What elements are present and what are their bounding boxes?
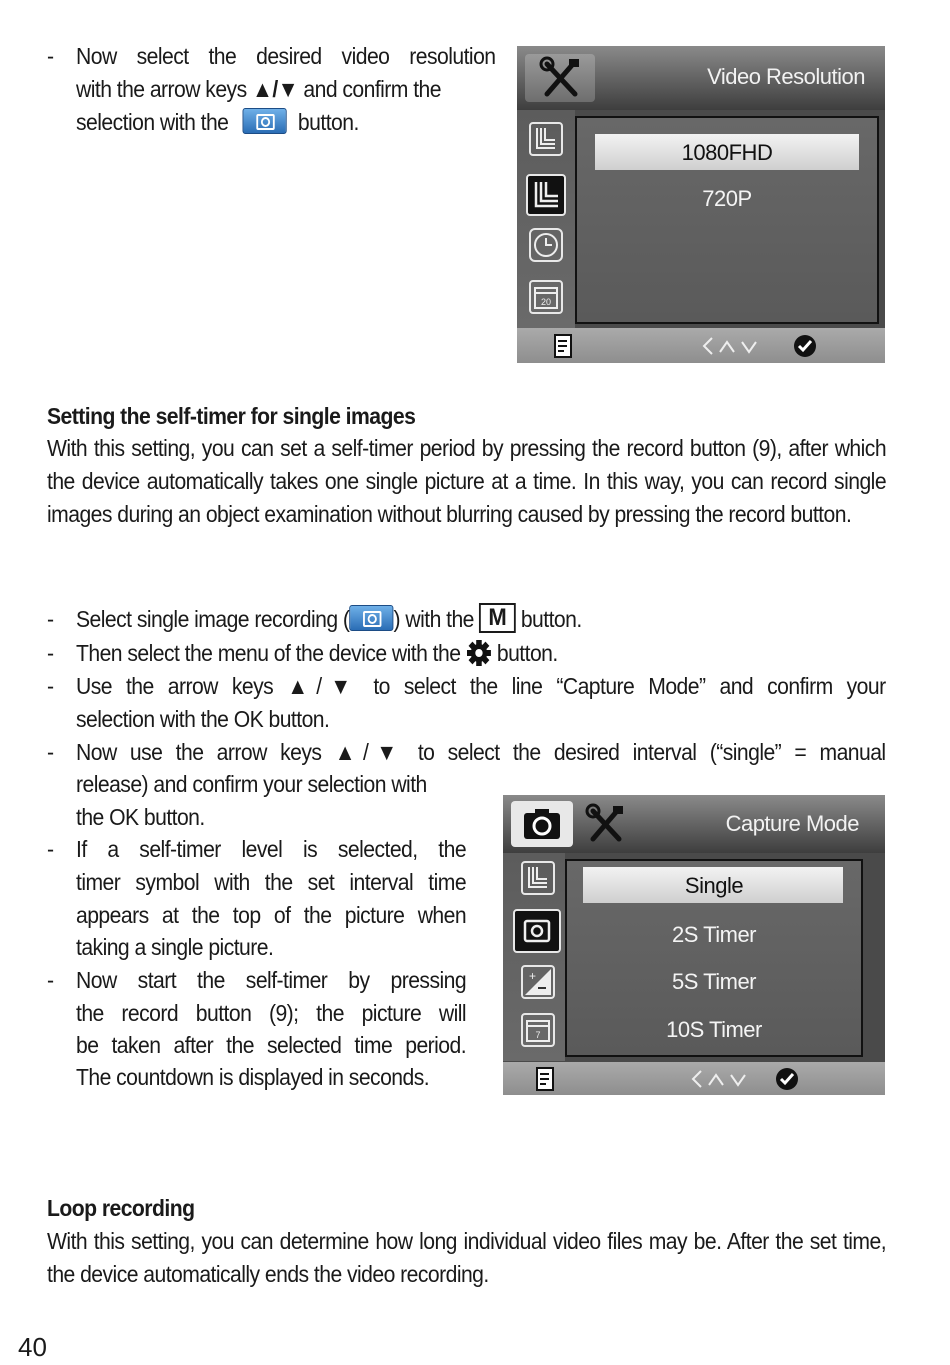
- bullet-dash: -: [47, 739, 54, 765]
- screen-title: Video Resolution: [707, 64, 865, 89]
- video-settings-icon: [521, 861, 555, 895]
- page-number: 40: [18, 1332, 47, 1362]
- camera-settings-selected-icon: [513, 909, 561, 953]
- bullet-dash: -: [47, 640, 54, 666]
- step-2b: button.: [496, 640, 558, 666]
- gear-icon: [466, 639, 492, 667]
- intro-line-2: [76, 73, 441, 106]
- intro-line-3b: button.: [297, 109, 359, 135]
- exposure-icon: [521, 965, 555, 999]
- intro-line-2a: with the arrow keys: [76, 76, 252, 102]
- capture-mode-screen: [503, 795, 885, 1095]
- step-3b: selection with the OK button.: [76, 706, 330, 732]
- step-6c: be taken after the selected time period.: [76, 1032, 467, 1058]
- step-3a: Use the arrow keys ▲/▼ to select the line “Capture Mode” and confirm your: [76, 673, 886, 699]
- camera-icon: [511, 801, 573, 847]
- step-6a: Now start the self-timer by pressing: [76, 967, 467, 993]
- list-item-720p[interactable]: 720P: [702, 186, 752, 211]
- calendar-day: 7: [535, 1030, 541, 1040]
- step-1b: ) with the: [393, 606, 474, 632]
- step-2a: Then select the menu of the device with the: [76, 640, 461, 666]
- single-image-icon: [349, 605, 393, 631]
- calendar-icon: [521, 1013, 555, 1047]
- step-5d: taking a single picture.: [76, 934, 274, 960]
- step-1a: Select single image recording (: [76, 606, 350, 632]
- list-item-5s-timer[interactable]: 5S Timer: [671, 969, 757, 994]
- bullet-dash: -: [47, 606, 54, 632]
- step-5a: If a self-timer level is selected, the: [76, 836, 467, 862]
- confirm-check-icon: [793, 334, 817, 358]
- bullet-dash: -: [47, 673, 54, 699]
- intro-line-1: Now select the desired video resolution: [76, 43, 496, 69]
- arrow-keys-symbol: ▲/▼: [251, 76, 299, 102]
- step-1: [76, 603, 582, 636]
- screen-sidebar: [517, 110, 575, 328]
- step-6b: the record button (9); the picture will: [76, 1000, 467, 1026]
- capture-mode-list: [565, 859, 863, 1057]
- screen-footer: [503, 1062, 885, 1095]
- video-settings-icon: [529, 122, 563, 156]
- calendar-icon: [529, 280, 563, 314]
- step-4c: the OK button.: [76, 804, 205, 830]
- screen-sidebar: [503, 853, 565, 1061]
- navigation-arrows-icon: [702, 336, 762, 356]
- intro-line-3: [76, 106, 359, 139]
- bullet-dash: -: [47, 43, 54, 69]
- menu-doc-icon: [553, 333, 575, 359]
- screen-header: [503, 795, 885, 853]
- camera-button-icon: [243, 108, 287, 134]
- section-paragraph-self-timer: With this setting, you can set a self-timer period by pressing the record button (9), after which the device automatically takes one single picture at a time. In this way, you can record single images during an object examination without blurring caused by pressing the record button.: [47, 435, 887, 527]
- section-heading-loop-recording: Loop recording: [47, 1195, 195, 1221]
- bullet-dash: -: [47, 967, 54, 993]
- intro-line-2b: and confirm the: [298, 76, 441, 102]
- step-5c: appears at the top of the picture when: [76, 902, 467, 928]
- video-resolution-screen: [517, 46, 885, 363]
- list-item-10s-timer[interactable]: 10S Timer: [666, 1017, 762, 1042]
- list-item-1080fhd[interactable]: 1080FHD: [681, 140, 773, 165]
- resolution-list: [575, 116, 879, 324]
- tools-tab: [525, 54, 595, 102]
- wrench-screwdriver-icon: [583, 801, 629, 847]
- screen-header: [517, 46, 885, 110]
- step-6d: The countdown is displayed in seconds.: [76, 1064, 430, 1090]
- screen-footer: [517, 328, 885, 363]
- screen-title: Capture Mode: [725, 811, 859, 836]
- confirm-check-icon: [775, 1067, 799, 1091]
- bullet-dash: -: [47, 836, 54, 862]
- step-5b: timer symbol with the set interval time: [76, 869, 467, 895]
- section-heading-self-timer: Setting the self-timer for single images: [47, 403, 416, 429]
- intro-line-3a: selection with the: [76, 109, 229, 135]
- section-paragraph-loop-recording: With this setting, you can determine how long individual video files may be. After the set time, the device automatically ends the video recording.: [47, 1228, 887, 1287]
- menu-doc-icon: [535, 1066, 557, 1092]
- step-2: [76, 637, 558, 670]
- m-button-icon: M: [479, 603, 515, 633]
- wrench-screwdriver-icon: [525, 54, 595, 102]
- camera-tab: [511, 801, 573, 847]
- list-item-single[interactable]: Single: [684, 873, 744, 898]
- calendar-day: 20: [540, 297, 552, 307]
- navigation-arrows-icon: [691, 1069, 751, 1089]
- step-4b: release) and confirm your selection with: [76, 771, 427, 797]
- step-4a: Now use the arrow keys ▲/▼ to select the desired interval (“single” = manual: [76, 739, 886, 765]
- step-1c: button.: [520, 606, 582, 632]
- list-item-2s-timer[interactable]: 2S Timer: [671, 922, 757, 947]
- svg-text:+: +: [529, 969, 537, 983]
- video-settings-selected-icon: [526, 174, 566, 216]
- clock-icon: [529, 228, 563, 262]
